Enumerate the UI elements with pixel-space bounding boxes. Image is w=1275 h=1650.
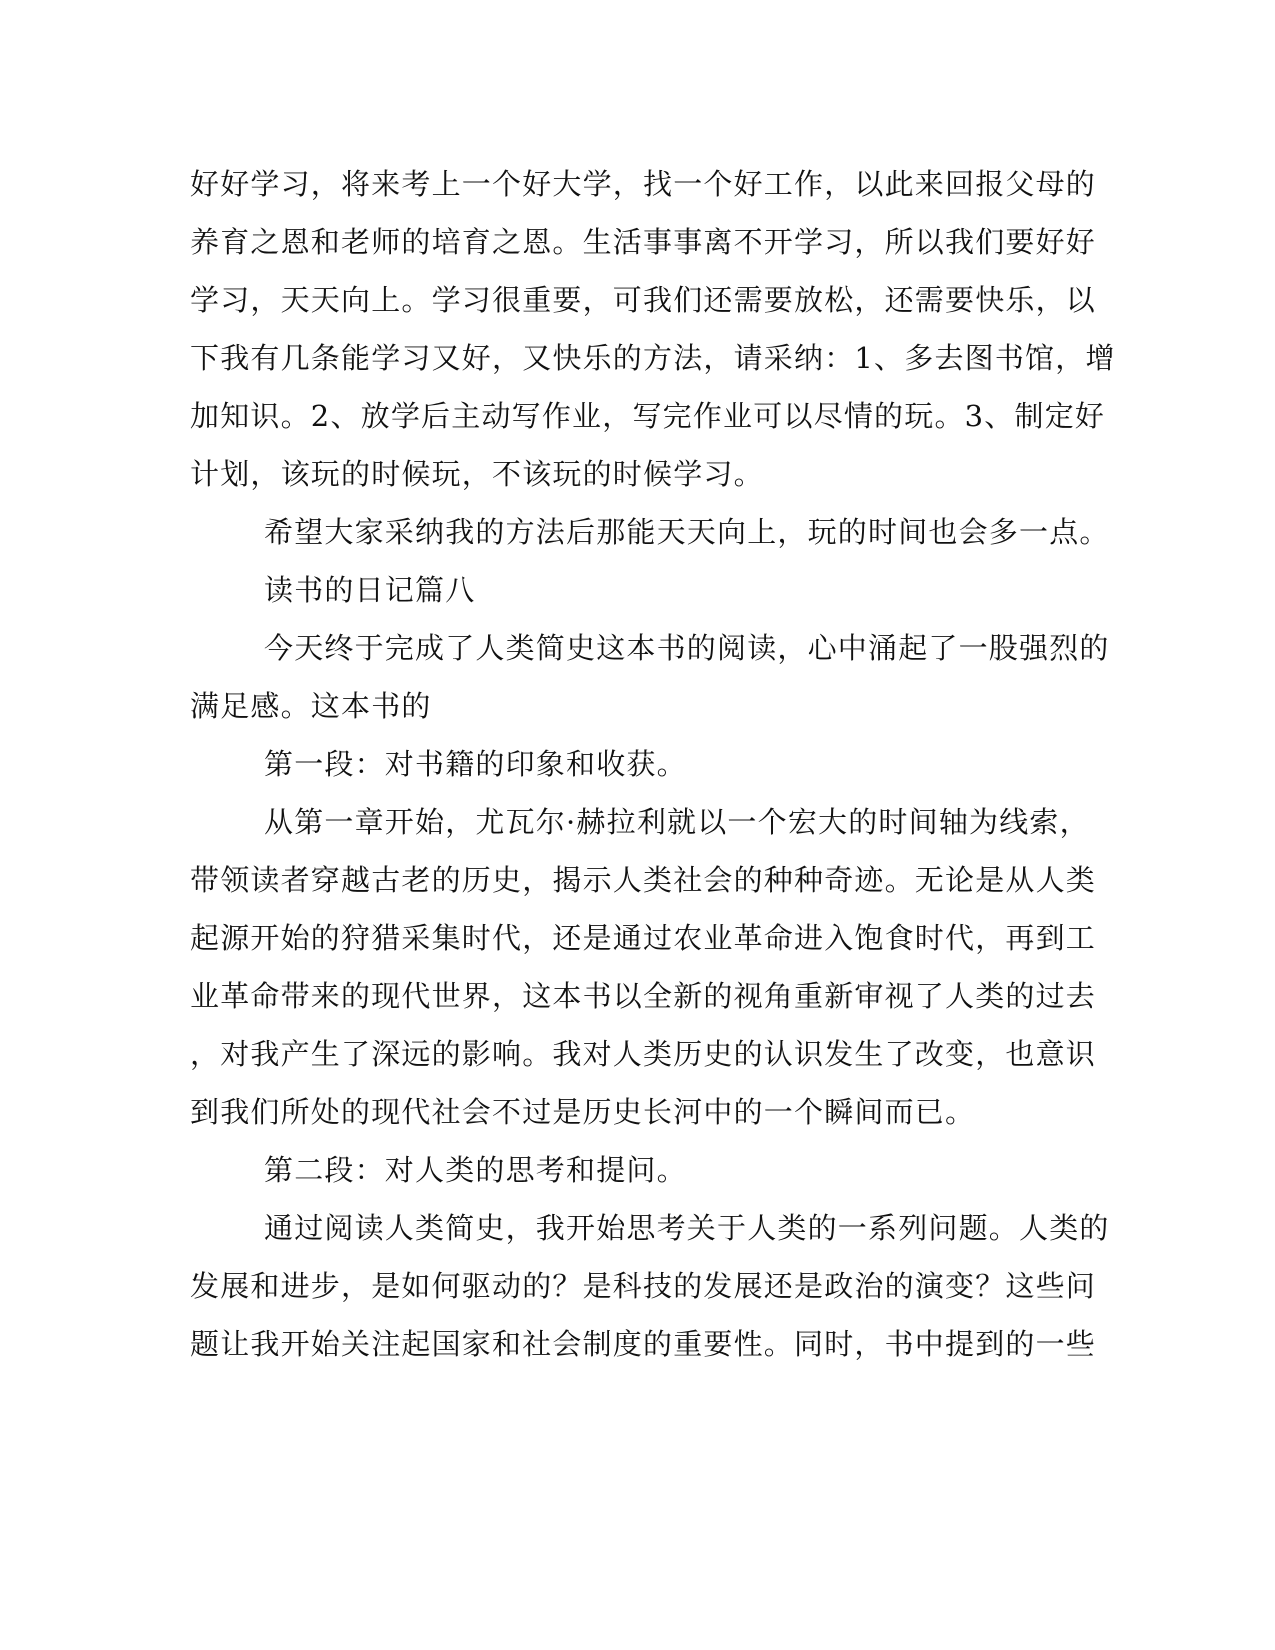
text-line: 发展和进步，是如何驱动的？是科技的发展还是政治的演变？这些问	[190, 1269, 1097, 1303]
text-line: ，对我产生了深远的影响。我对人类历史的认识发生了改变，也意识	[190, 1037, 1097, 1071]
text-line: 到我们所处的现代社会不过是历史长河中的一个瞬间而已。	[190, 1095, 976, 1129]
text-line: 从第一章开始，尤瓦尔·赫拉利就以一个宏大的时间轴为线索，	[264, 805, 1090, 839]
text-line: 满足感。这本书的	[190, 689, 432, 723]
text-line: 学习，天天向上。学习很重要，可我们还需要放松，还需要快乐，以	[190, 283, 1097, 317]
text-line: 业革命带来的现代世界，这本书以全新的视角重新审视了人类的过去	[190, 979, 1097, 1013]
text-line: 题让我开始关注起国家和社会制度的重要性。同时，书中提到的一些	[190, 1327, 1097, 1361]
text-line: 希望大家采纳我的方法后那能天天向上，玩的时间也会多一点。	[264, 515, 1110, 549]
text-line: 带领读者穿越古老的历史，揭示人类社会的种种奇迹。无论是从人类	[190, 863, 1097, 897]
section-heading: 读书的日记篇八	[264, 573, 476, 607]
text-line: 通过阅读人类简史，我开始思考关于人类的一系列问题。人类的	[264, 1211, 1110, 1245]
text-line: 养育之恩和老师的培育之恩。生活事事离不开学习，所以我们要好好	[190, 225, 1097, 259]
paragraph-heading: 第一段：对书籍的印象和收获。	[264, 747, 687, 781]
text-line: 下我有几条能学习又好，又快乐的方法，请采纳：1、多去图书馆，增	[190, 341, 1116, 375]
text-line: 起源开始的狩猎采集时代，还是通过农业革命进入饱食时代，再到工	[190, 921, 1097, 955]
text-line: 今天终于完成了人类简史这本书的阅读，心中涌起了一股强烈的	[264, 631, 1110, 665]
paragraph-heading: 第二段：对人类的思考和提问。	[264, 1153, 687, 1187]
text-line: 加知识。2、放学后主动写作业，写完作业可以尽情的玩。3、制定好	[190, 399, 1106, 433]
text-line: 好好学习，将来考上一个好大学，找一个好工作，以此来回报父母的	[190, 167, 1097, 201]
text-line: 计划，该玩的时候玩，不该玩的时候学习。	[190, 457, 764, 491]
